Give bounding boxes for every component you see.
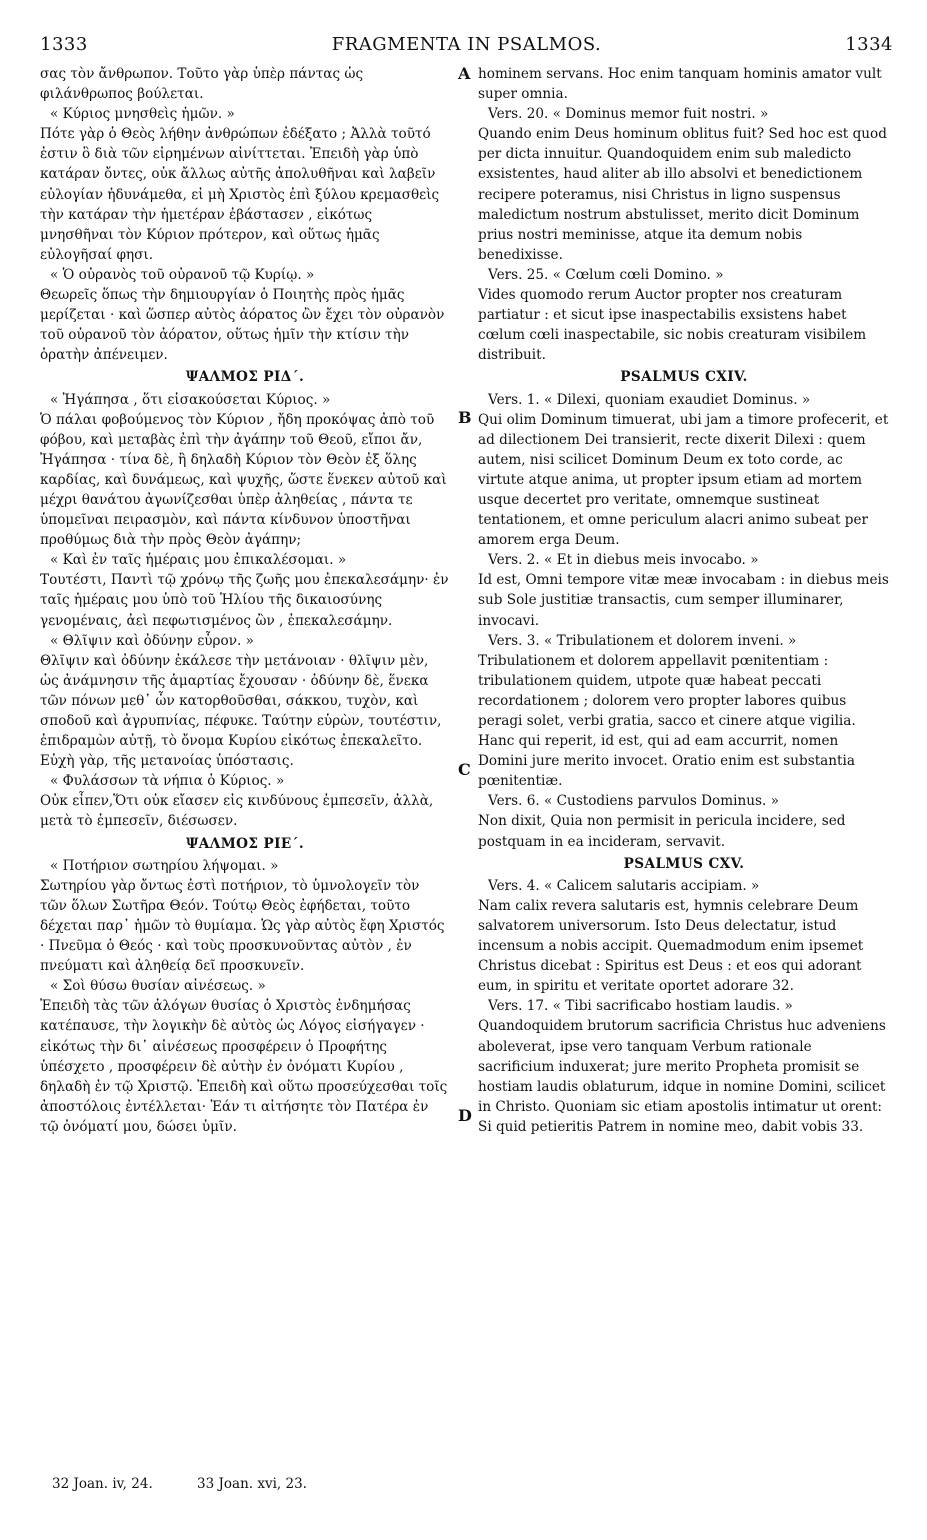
commentary-paragraph: Οὐκ εἶπεν,Ὅτι οὐκ εἴασεν εἰς κινδύνους ἐμπεσεῖν, ἀλλὰ, μετὰ τὸ ἐμπεσεῖν, διέσωσεν.: [40, 793, 434, 830]
verse-quote: Vers. 20. « Dominus memor fuit nostri. »: [488, 106, 769, 123]
commentary-paragraph: Non dixit, Quia non permisit in pericula incidere, sed postquam in ea incideram, servavit.: [478, 813, 846, 850]
running-title: FRAGMENTA IN PSALMOS.: [331, 34, 602, 55]
verse-quote: Vers. 2. « Et in diebus meis invocabo. »: [488, 552, 759, 569]
verse-quote: « Καὶ ἐν ταῖς ἡμέραις μου ἐπικαλέσομαι. »: [50, 552, 347, 569]
commentary-paragraph: Tribulationem et dolorem appellavit pœnitentiam : tribulationem quidem, utpote quæ habeat peccati recordationem ; dolorem vero propter labores quibus peragi solet, verbi gratia, sacco et cinere atque vigilia. Hanc qui reperit, id est, qui ad eam accurrit, nomen Domini jure merito invocet. Oratio enim est substantia pœnitentiæ.: [478, 652, 856, 790]
verse-quote: « Ἠγάπησα , ὅτι εἰσακούσεται Κύριος. »: [50, 391, 331, 408]
commentary-paragraph: Θεωρεῖς ὅπως τὴν δημιουργίαν ὁ Ποιητὴς πρὸς ἡμᾶς μερίζεται · καὶ ὥσπερ αὐτὸς ἀόρατος ὢν ἔχει τὸν οὐρανὸν τοῦ οὐρανοῦ τὸν ἀόρατον, οὕτως ἡμῖν τὴν κτίσιν τὴν ὁρατὴν ἀπένειμεν.: [40, 287, 445, 364]
commentary-paragraph: hominem servans. Hoc enim tanquam hominis amator vult super omnia.: [478, 66, 882, 103]
commentary-paragraph: Id est, Omni tempore vitæ meæ invocabam : in diebus meis sub Sole justitiæ transactis, cum semper illuminarer, invocavi.: [478, 572, 889, 629]
footnotes: [52, 1476, 347, 1492]
right-page-number: 1334: [845, 34, 893, 55]
margin-marker-b: B: [458, 408, 472, 427]
verse-quote: « Ποτήριον σωτηρίου λήψομαι. »: [50, 857, 279, 874]
latin-column: [478, 64, 890, 1137]
commentary-paragraph: Πότε γὰρ ὁ Θεὸς λήθην ἀνθρώπων ἐδέξατο ; Ἀλλὰ τοῦτό ἐστιν ὃ διὰ τῶν εἰρημένων αἰνίττεται. Ἐπειδὴ γὰρ ὑπὸ κατάραν ὄντες, οὐκ ἄλλως αὐτῆς ἀπολυθῆναι καὶ λαβεῖν εὐλογίαν ἠδυνάμεθα, εἰ μὴ Χριστὸς ἐπὶ ξύλου κρεμασθεὶς τὴν κατάραν τὴν ἡμετέραν ἐβάστασεν , εἰκότως μνησθῆναι τὸν Κύριον πρότερον, καὶ οὕτως ἡμᾶς εὐλογῆσαί φησι.: [40, 126, 440, 263]
commentary-paragraph: Qui olim Dominum timuerat, ubi jam a timore profecerit, et ad dilectionem Dei transierit, recte dixerit Dilexi : quem autem, nisi scilicet Dominum Deum ex toto corde, ac virtute atque anima, ut propter ipsum etiam ad mortem usque decertet pro veritate, omnemque sustineat tentationem, et omne periculum alacri animo subeat per amorem erga Deum.: [478, 411, 889, 549]
verse-quote: Vers. 1. « Dilexi, quoniam exaudiet Dominus. »: [488, 391, 811, 408]
commentary-paragraph: Ὁ πάλαι φοβούμενος τὸν Κύριον , ἤδη προκόψας ἀπὸ τοῦ φόβου, καὶ μεταβὰς ἐπὶ τὴν ἀγάπην τοῦ Θεοῦ, εἴποι ἄν, Ἠγάπησα · τίνα δὲ, ἢ δηλαδὴ Κύριον τὸν Θεὸν ἐξ ὅλης καρδίας, καὶ δυνάμεως, καὶ ψυχῆς, ὥστε ἕνεκεν αὐτοῦ καὶ μέχρι θανάτου ἀγωνίζεσθαι ὑπὲρ ἀληθείας , πάντα τε ὑπομεῖναι πειρασμὸν, καὶ πάντα κίνδυνον ὑποστῆναι προθύμως διὰ τὴν πρὸς Θεὸν ἀγάπην;: [40, 411, 447, 549]
page-header: [40, 34, 893, 62]
psalm-heading: PSALMUS CXV.: [623, 855, 745, 872]
commentary-paragraph: Θλῖψιν καὶ ὀδύνην ἐκάλεσε τὴν μετάνοιαν · θλῖψιν μὲν, ὡς ἀνάμνησιν τῆς ἁμαρτίας ἔχουσαν · ὀδύνην δὲ, ἕνεκα τῶν πόνων μεθ᾿ ὧν κατορθοῦσθαι, σάκκου, τυχὸν, καὶ σποδοῦ καὶ ἀγρυπνίας, πέφυκε. Ταύτην εὑρὼν, τουτέστιν, ἐπιδραμὼν αὐτῇ, τὸ ὄνομα Κυρίου εἰκότως ἐπεκαλεῖτο. Εὐχὴ γὰρ, τῆς μετανοίας ὑπόστασις.: [40, 652, 442, 770]
verse-quote: Vers. 25. « Cœlum cœli Domino. »: [488, 266, 724, 283]
commentary-paragraph: Ἐπειδὴ τὰς τῶν ἀλόγων θυσίας ὁ Χριστὸς ἐνδημήσας κατέπαυσε, τὴν λογικὴν δὲ αὐτὸς ὡς Λόγος εἰσήγαγεν · εἰκότως τὴν δι᾿ αἰνέσεως προσφέρειν ὁ Προφήτης ὑπέσχετο , προσφέρειν δὲ αὐτὴν ἐν ὀνόματι Κυρίου , δηλαδὴ ἐν τῷ Χριστῷ. Ἐπειδὴ καὶ οὕτω προσεύχεσθαι τοῖς ἀποστόλοις ἐντέλλεται· Ἐάν τι αἰτήσητε τὸν Πατέρα ἐν τῷ ὀνόματί μου, δώσει ὑμῖν.: [40, 998, 448, 1135]
margin-marker-d: D: [458, 1106, 472, 1125]
commentary-paragraph: Quando enim Deus hominum oblitus fuit? Sed hoc est quod per dicta innuitur. Quandoquidem enim sub maledicto exsistentes, haud aliter ab illo absolvi et benedictionem recipere poteramus, nisi Christus in ligno suspensus maledictum nostrum abstulisset, merito dicit Dominum prius nostri meminisse, atque ita demum nobis benedixisse.: [478, 126, 887, 263]
verse-quote: « Ὁ οὐρανὸς τοῦ οὐρανοῦ τῷ Κυρίῳ. »: [50, 266, 315, 283]
left-page-number: 1333: [40, 34, 88, 55]
verse-quote: Vers. 3. « Tribulationem et dolorem inveni. »: [488, 632, 797, 649]
commentary-paragraph: Vides quomodo rerum Auctor propter nos creaturam partiatur : et sicut ipse inaspectabilis exsistens habet cœlum cœli inaspectabile, sic nobis creaturam visibilem distribuit.: [478, 287, 867, 364]
verse-quote: Vers. 4. « Calicem salutaris accipiam. »: [488, 877, 760, 894]
commentary-paragraph: σας τὸν ἄνθρωπον. Τοῦτο γὰρ ὑπὲρ πάντας ὡς φιλάνθρωπος βούλεται.: [40, 66, 364, 103]
greek-column: [40, 64, 450, 1137]
commentary-paragraph: Σωτηρίου γὰρ ὄντως ἐστὶ ποτήριον, τὸ ὑμνολογεῖν τὸν τῶν ὅλων Σωτῆρα Θεόν. Τούτῳ Θεὸς ἐφήδεται, τοῦτο δέχεται παρ᾿ ἡμῶν τὸ θυμίαμα. Ὡς γὰρ αὐτὸς ἔφη Χριστός · Πνεῦμα ὁ Θεός · καὶ τοὺς προσκυνοῦντας αὐτὸν , ἐν πνεύματι καὶ ἀληθείᾳ δεῖ προσκυνεῖν.: [40, 877, 445, 975]
psalm-heading: ΨΑΛΜΟΣ ΡΙΕ΄.: [185, 835, 304, 852]
footnote-32: 32 Joan. iv, 24.: [52, 1476, 153, 1492]
verse-quote: Vers. 6. « Custodiens parvulos Dominus. »: [488, 793, 779, 810]
margin-marker-a: A: [458, 64, 471, 83]
commentary-paragraph: Τουτέστι, Παντὶ τῷ χρόνῳ τῆς ζωῆς μου ἐπεκαλεσάμην· ἐν ταῖς ἡμέραις μου ὑπὸ τοῦ Ἡλίου τῆς δικαιοσύνης γενομέναις, ἀεὶ πεφωτισμένος ὢν , ἐπεκαλεσάμην.: [40, 572, 449, 629]
psalm-heading: PSALMUS CXIV.: [620, 369, 748, 386]
verse-quote: Vers. 17. « Tibi sacrificabo hostiam laudis. »: [488, 998, 793, 1015]
verse-quote: « Θλῖψιν καὶ ὀδύνην εὗρον. »: [50, 632, 254, 649]
psalm-heading: ΨΑΛΜΟΣ ΡΙΔ΄.: [185, 369, 305, 386]
footnote-33: 33 Joan. xvi, 23.: [197, 1476, 307, 1492]
verse-quote: « Σοὶ θύσω θυσίαν αἰνέσεως. »: [50, 978, 266, 995]
verse-quote: « Κύριος μνησθεὶς ἡμῶν. »: [50, 106, 235, 123]
commentary-paragraph: Quandoquidem brutorum sacrificia Christus huc adveniens aboleverat, ipse vero tanquam Verbum rationale sacrificium induxerat; jure merito Propheta promisit se hostiam laudis oblaturum, idque in nomine Domini, scilicet in Christo. Quoniam sic etiam apostolis intimatur ut orent: Si quid petieritis Patrem in nomine meo, dabit vobis 33.: [478, 1018, 886, 1135]
verse-quote: « Φυλάσσων τὰ νήπια ὁ Κύριος. »: [50, 773, 285, 790]
commentary-paragraph: Nam calix revera salutaris est, hymnis celebrare Deum salvatorem universorum. Isto Deus delectatur, istud incensum a nobis accipit. Quemadmodum enim ipsemet Christus dicebat : Spiritus est Deus : et eos qui adorant eum, in spiritu et veritate oportet adorare 32.: [478, 897, 864, 995]
margin-marker-c: C: [458, 760, 471, 779]
